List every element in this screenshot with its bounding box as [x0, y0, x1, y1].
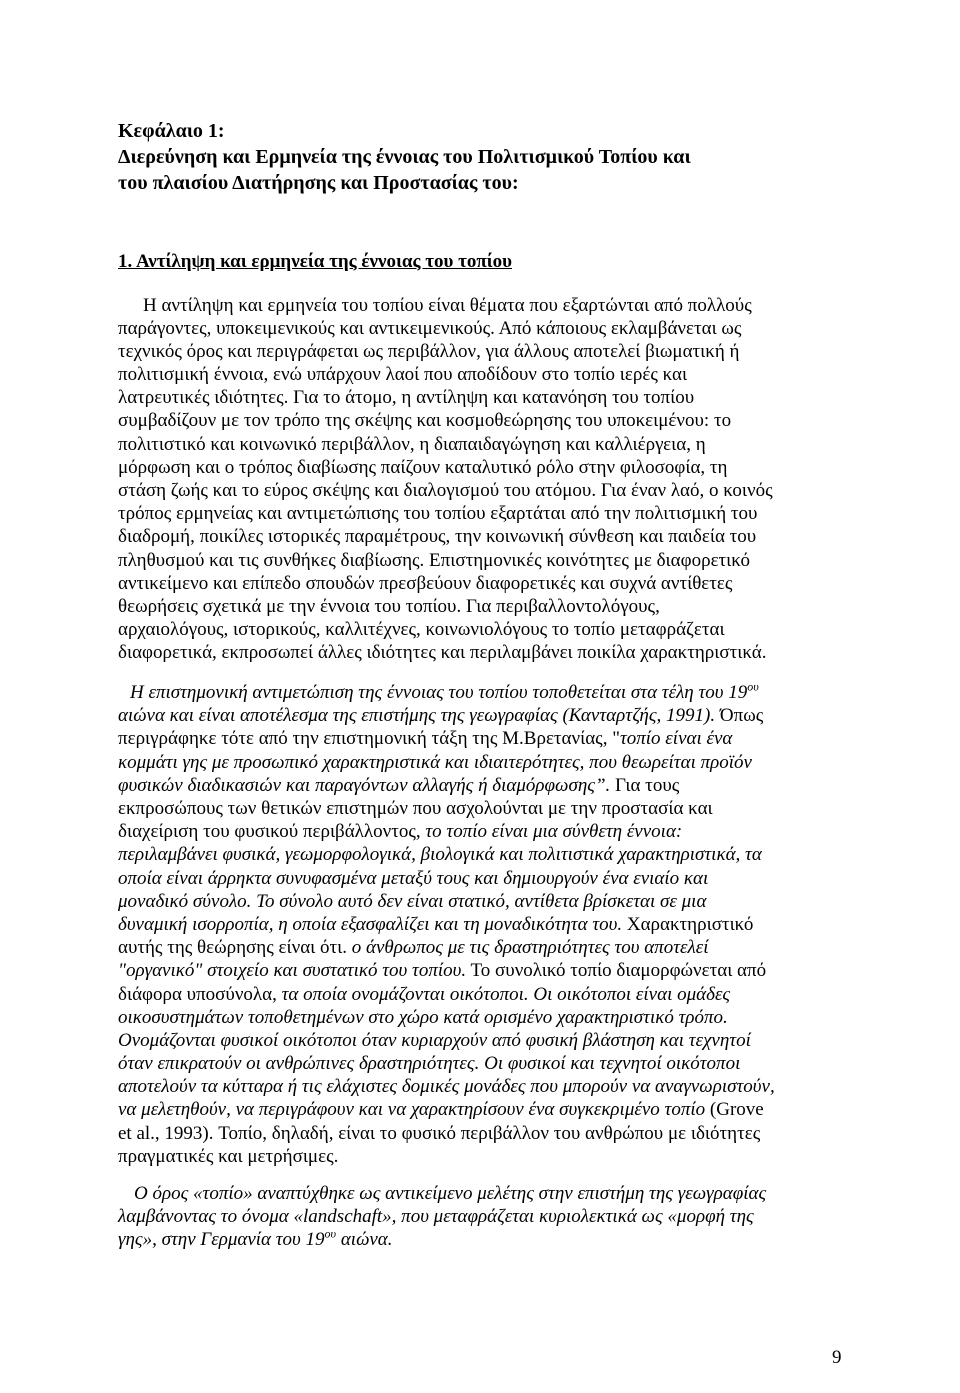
text-line — [118, 456, 775, 479]
text-run: αρχαιολόγους, ιστορικούς, καλλιτέχνες, κοινωνιολόγους το τοπίο μεταφράζεται — [118, 619, 725, 641]
text-line — [118, 1122, 775, 1145]
chapter-label: Κεφάλαιο 1: — [118, 120, 225, 142]
italic-text-run: "οργανικό" στοιχείο και συστατικό του τοπίου. — [118, 960, 467, 982]
text-run: Η αντίληψη και ερμηνεία του τοπίου είναι θέματα που εξαρτώνται από πολλούς — [143, 294, 752, 316]
italic-text-run: να μελετηθούν, να περιγράφουν και να χαρακτηρίσουν ένα συγκεκριμένο τοπίο — [118, 1099, 706, 1121]
text-run: (Grove — [705, 1099, 764, 1121]
text-line — [118, 983, 775, 1006]
text-line — [118, 820, 775, 843]
text-line — [118, 913, 775, 936]
text-line — [118, 774, 775, 797]
text-run: εκπροσώπους των θετικών επιστημών που ασχολούνται με την προστασία και — [118, 798, 713, 820]
chapter-title-block — [118, 118, 691, 196]
text-line — [118, 1029, 775, 1052]
chapter-title-line: Διερεύνηση και Ερμηνεία της έννοιας του Πολιτισμικού Τοπίου και — [118, 146, 691, 168]
italic-text-run: οικοσυστημάτων τοποθετημένων στο χώρο κατά ορισμένο χαρακτηριστικό τρόπο. — [118, 1006, 728, 1028]
text-line — [118, 936, 775, 959]
text-line — [118, 843, 775, 866]
text-run: Το συνολικό τοπίο διαμορφώνεται από — [466, 960, 767, 982]
text-run: πληθυσμού και τις συνθήκες διαβίωσης. Επιστημονικές κοινότητες με διαφορετικό — [118, 549, 750, 571]
italic-text-run: γης», στην Γερμανία του 19 — [118, 1229, 325, 1251]
text-line — [118, 751, 775, 774]
italic-text-run: Ο όρος «τοπίο» αναπτύχθηκε ως αντικείμενο μελέτης στην επιστήμη της γεωγραφίας — [134, 1183, 767, 1205]
text-run: μόρφωση και ο τρόπος διαβίωσης παίζουν καταλυτικό ρόλο στην φιλοσοφία, τη — [118, 456, 728, 478]
text-line — [118, 549, 775, 572]
text-run: συμβαδίζουν με τον τρόπο της σκέψης και κοσμοθεώρησης του υποκειμένου: το — [118, 410, 732, 432]
italic-text-run: Η επιστημονική αντιμετώπιση της έννοιας του τοπίου τοποθετείται στα τέλη του 19 — [130, 682, 748, 704]
text-run: περιγράφηκε τότε από την επιστημονική τάξη της Μ.Βρετανίας, " — [118, 728, 620, 750]
text-line — [118, 704, 775, 727]
text-run: Όπως — [715, 705, 764, 727]
text-line — [118, 502, 775, 525]
italic-text-run: μοναδικό σύνολο. Το σύνολο αυτό δεν είναι στατικό, αντίθετα βρίσκεται σε μια — [118, 890, 707, 912]
text-line — [118, 1075, 775, 1098]
text-run: τρόπος ερμηνείας και αντιμετώπισης του τοπίου εξαρτάται από την πολιτισμική του — [118, 503, 758, 525]
text-line — [118, 681, 775, 704]
paragraph-1 — [118, 294, 775, 665]
text-line — [118, 1205, 775, 1228]
italic-text-run: οποία είναι άρρηκτα συνυφασμένα μεταξύ τους και δημιουργούν ένα ενιαίο και — [118, 867, 709, 889]
italic-text-run: φυσικών διαδικασιών και παραγόντων αλλαγής ή διαμόρφωσης”. — [118, 774, 611, 796]
italic-text-run: αποτελούν τα κύτταρα ή τις ελάχιστες δομικές μονάδες που μπορούν να αναγνωριστούν, — [118, 1076, 775, 1098]
text-run: στάση ζωής και το εύρος σκέψης και διαλογισμού του ατόμου. Για έναν λαό, ο κοινός — [118, 480, 773, 501]
text-line — [118, 409, 775, 432]
text-line — [118, 363, 775, 386]
text-run: αυτής της θεώρησης είναι ότι. — [118, 937, 352, 959]
section-heading: 1. Αντίληψη και ερμηνεία της έννοιας του τοπίου — [118, 250, 513, 272]
italic-text-run: δυναμική ισορροπία, η οποία εξασφαλίζει και τη μοναδικότητα του. — [118, 913, 623, 935]
italic-text-run: αιώνα. — [336, 1229, 393, 1251]
text-run: θεωρήσεις σχετικά με την έννοια του τοπίου. Για περιβαλλοντολόγους, — [118, 595, 660, 617]
italic-text-run: όταν επικρατούν οι ανθρώπινες δραστηριότητες. Οι φυσικοί και τεχνητοί οικότοποι — [118, 1053, 741, 1075]
text-line — [118, 641, 775, 664]
text-run: Χαρακτηριστικό — [622, 913, 754, 935]
text-line — [118, 890, 775, 913]
chapter-title-line: του πλαισίου Διατήρησης και Προστασίας του: — [118, 172, 519, 194]
italic-text-run: Ονομάζονται φυσικοί οικότοποι όταν κυριαρχούν από φυσική βλάστηση και τεχνητοί — [118, 1029, 751, 1051]
text-line — [118, 959, 775, 982]
text-run: παράγοντες, υποκειμενικούς και αντικειμενικούς. Από κάποιους εκλαμβάνεται ως — [118, 317, 742, 339]
text-line — [118, 433, 775, 456]
text-run: διάφορα υποσύνολα, — [118, 983, 282, 1005]
italic-text-run: περιλαμβάνει φυσικά, γεωμορφολογικά, βιολογικά και πολιτιστικά χαρακτηριστικά, τα — [118, 844, 762, 866]
italic-text-run: λαμβάνοντας το όνομα «landschaft», που μεταφράζεται κυριολεκτικά ως «μορφή της — [118, 1206, 754, 1228]
superscript: ου — [324, 1227, 337, 1242]
text-line — [118, 1145, 775, 1168]
italic-text-run: τα οποία ονομάζονται οικότοποι. Οι οικότοποι είναι ομάδες — [281, 983, 731, 1005]
text-line — [118, 618, 775, 641]
italic-text-run: τοπίο είναι ένα — [619, 728, 733, 750]
italic-text-run: το τοπίο είναι μια σύνθετη έννοια: — [425, 821, 683, 843]
text-run: πολιτιστικό και κοινωνικό περιβάλλον, η διαπαιδαγώγηση και καλλιέργεια, η — [118, 433, 706, 455]
page-number: 9 — [832, 1346, 842, 1368]
text-line — [118, 797, 775, 820]
text-line — [118, 1052, 775, 1075]
text-run: αντικείμενο και επίπεδο σπουδών πρεσβεύουν διαφορετικές και συχνά αντίθετες — [118, 572, 733, 594]
superscript: ου — [747, 679, 759, 694]
paragraph-3 — [118, 1182, 775, 1252]
text-line — [118, 525, 775, 548]
text-run: διαφορετικά, εκπροσωπεί άλλες ιδιότητες και περιλαμβάνει ποικίλα χαρακτηριστικά. — [118, 642, 767, 664]
text-line — [118, 1098, 775, 1121]
text-run: διαχείριση του φυσικού περιβάλλοντος, — [118, 821, 426, 843]
text-run: πραγματικές και μετρήσιμες. — [118, 1145, 339, 1167]
text-line — [118, 867, 775, 890]
text-line — [118, 595, 775, 618]
text-line — [118, 294, 775, 317]
text-line — [118, 1006, 775, 1029]
text-run: πολιτισμική έννοια, ενώ υπάρχουν λαοί που αποδίδουν στο τοπίο ιερές και — [118, 364, 688, 386]
text-line — [118, 479, 775, 502]
text-line — [118, 340, 775, 363]
text-line — [118, 727, 775, 750]
italic-text-run: κομμάτι γης με προσωπικό χαρακτηριστικά και ιδιαιτερότητες, που θεωρείται προϊόν — [118, 751, 752, 773]
text-line — [118, 1228, 775, 1251]
text-line — [118, 572, 775, 595]
text-run: Για τους — [610, 774, 680, 796]
text-line — [118, 317, 775, 340]
italic-text-run: αιώνα και είναι αποτέλεσμα της επιστήμης της γεωγραφίας (Κανταρτζής, 1991). — [118, 705, 716, 727]
paragraph-2 — [118, 681, 775, 1168]
text-line — [118, 386, 775, 409]
body-text — [118, 294, 775, 1252]
text-run: τεχνικός όρος και περιγράφεται ως περιβάλλον, για άλλους αποτελεί βιωματική ή — [118, 340, 740, 362]
text-run: λατρευτικές ιδιότητες. Για το άτομο, η αντίληψη και κατανόηση του τοπίου — [118, 387, 695, 409]
text-line — [118, 1182, 775, 1205]
text-run: διαδρομή, ποικίλες ιστορικές παραμέτρους, την κοινωνική σύνθεση και παιδεία του — [118, 526, 757, 548]
text-run: et al., 1993). Τοπίο, δηλαδή, είναι το φυσικό περιβάλλον του ανθρώπου με ιδιότητες — [118, 1122, 761, 1144]
italic-text-run: ο άνθρωπος με τις δραστηριότητες του αποτελεί — [351, 937, 709, 959]
